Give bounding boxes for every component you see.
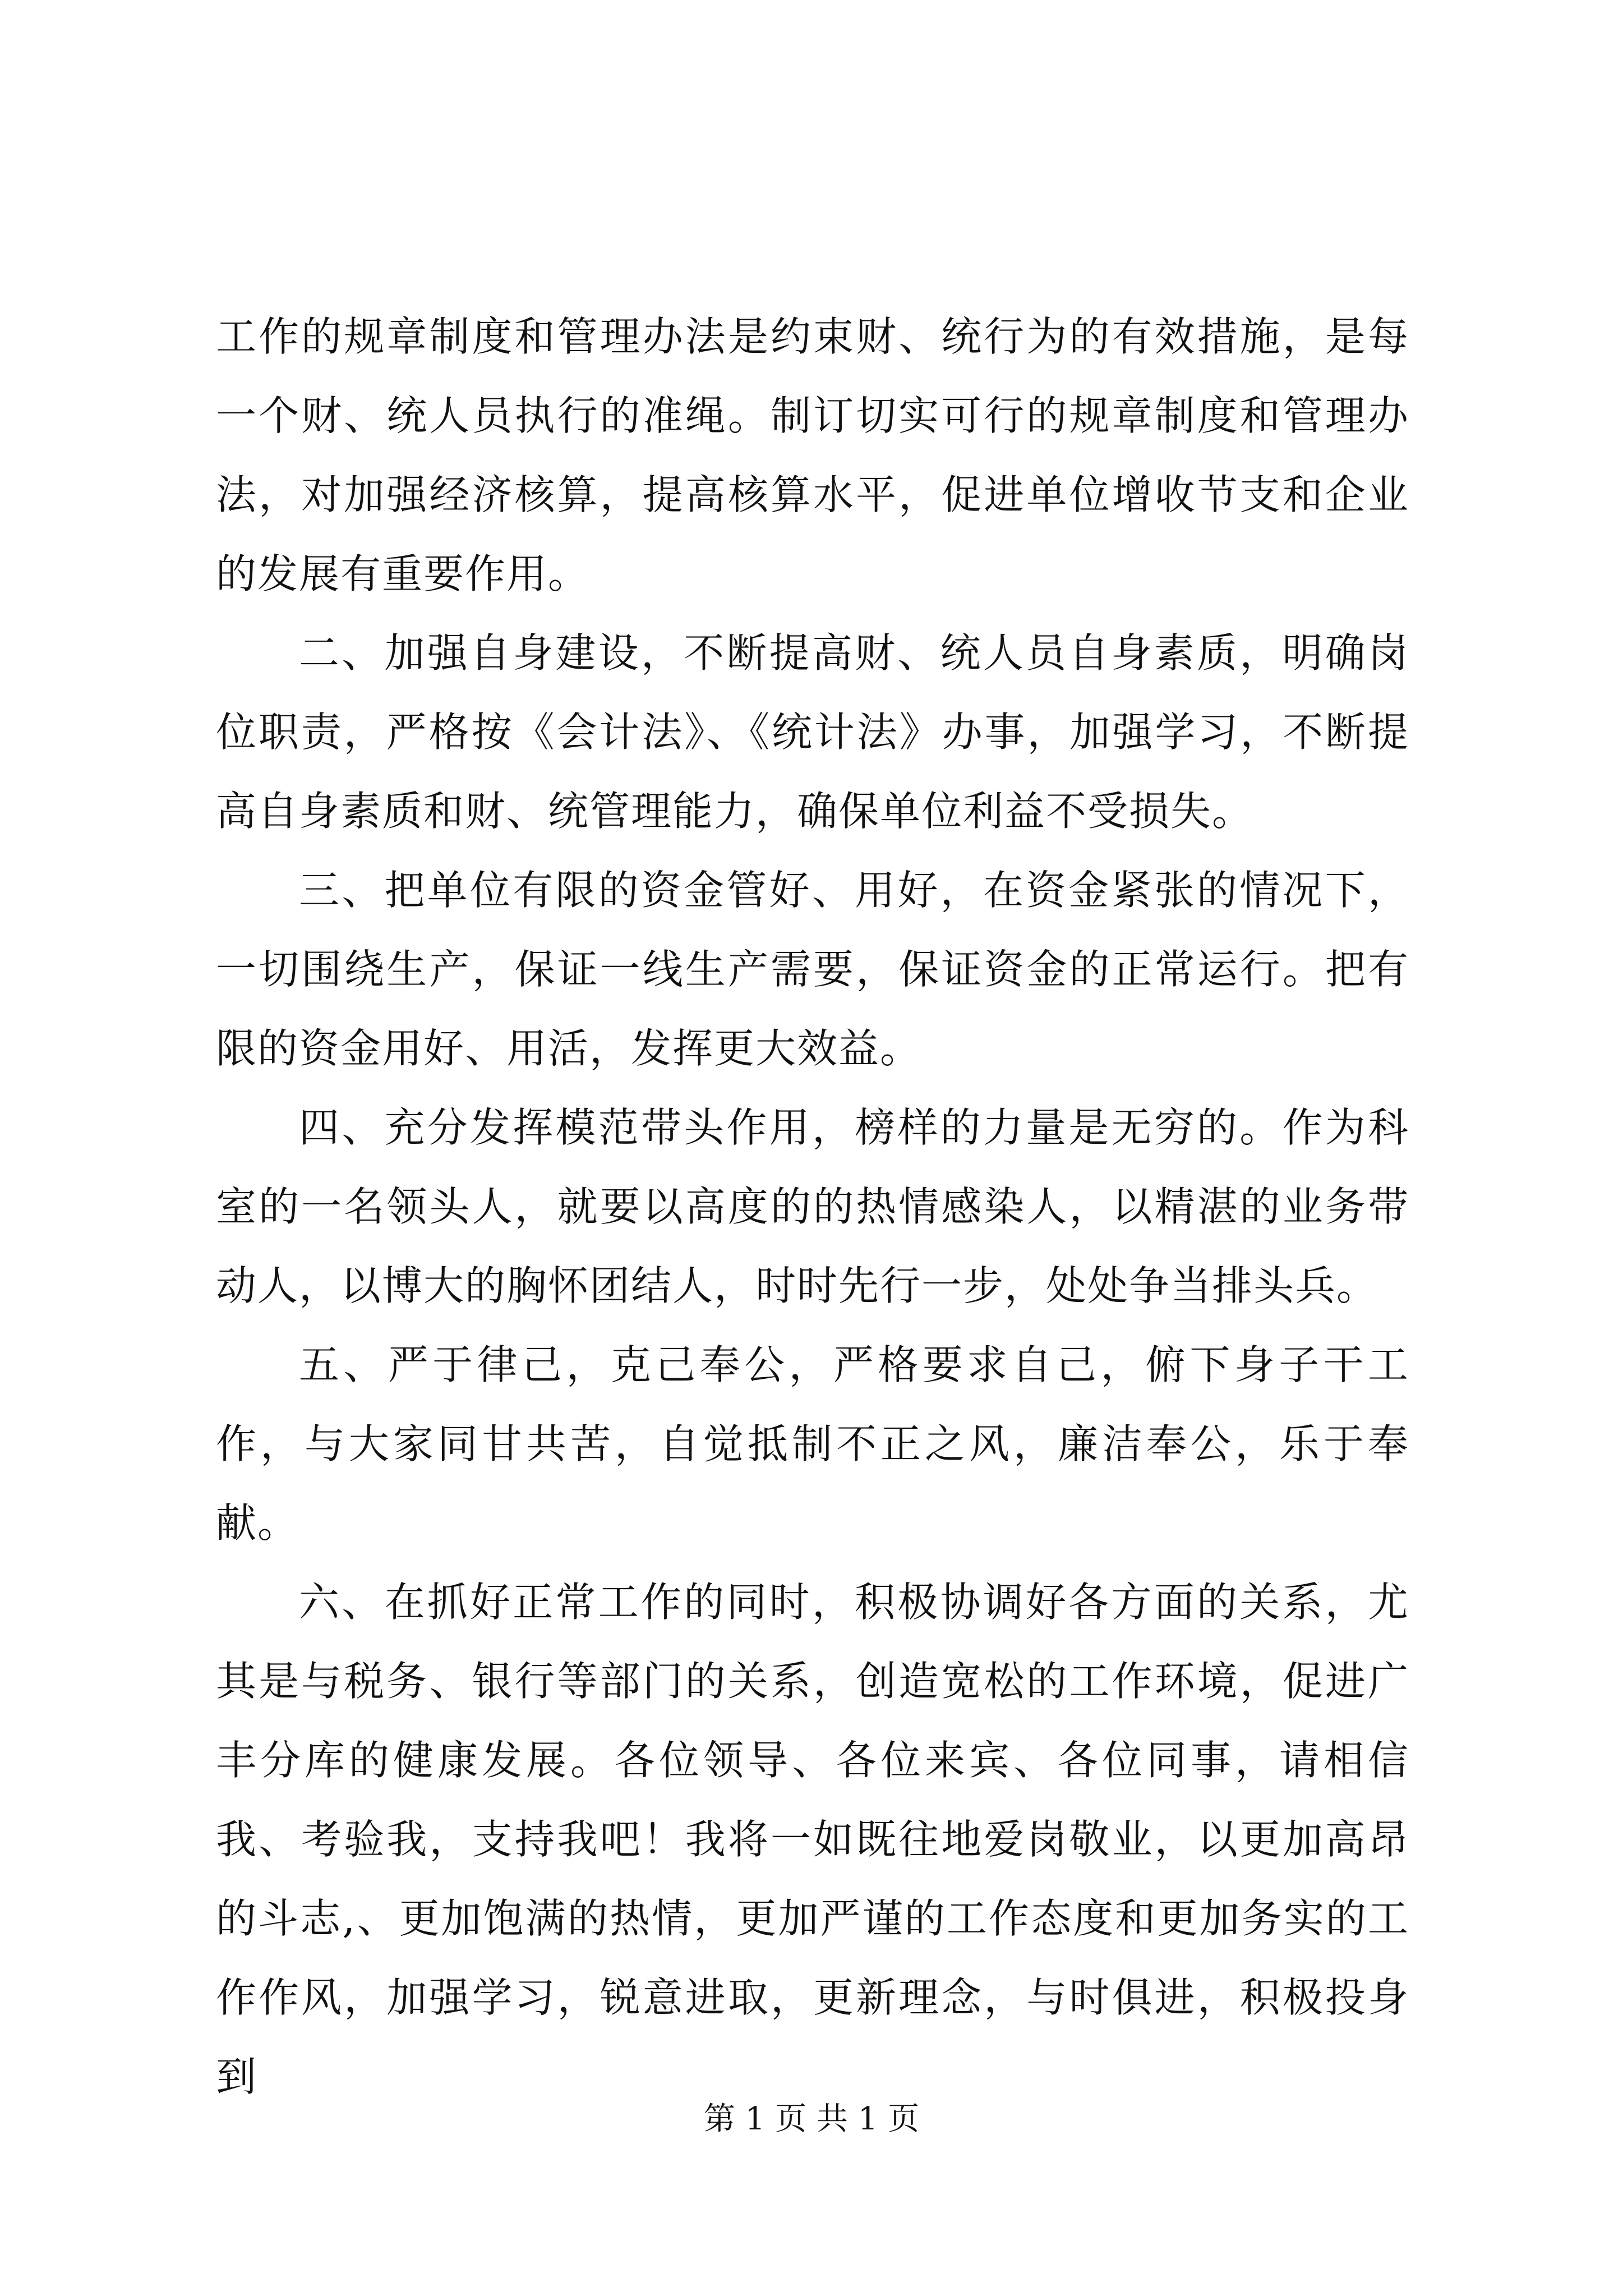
document-body [216, 297, 1409, 2116]
page-footer: 第 1 页 共 1 页 [703, 2101, 920, 2137]
paragraph-item-5: 五、严于律己，克己奉公，严格要求自己，俯下身子干工作，与大家同甘共苦，自觉抵制不正之风，廉洁奉公，乐于奉献。 [216, 1341, 1409, 1547]
paragraph-continuation: 工作的规章制度和管理办法是约束财、统行为的有效措施，是每一个财、统人员执行的准绳。制订切实可行的规章制度和管理办法，对加强经济核算，提高核算水平，促进单位增收节支和企业的发展有重要作用。 [216, 313, 1409, 597]
paragraph-item-2: 二、加强自身建设，不断提高财、统人员自身素质，明确岗位职责，严格按《会计法》、《统计法》办事，加强学习，不断提高自身素质和财、统管理能力，确保单位利益不受损失。 [216, 629, 1409, 835]
paragraph-item-6: 六、在抓好正常工作的同时，积极协调好各方面的关系，尤其是与税务、银行等部门的关系，创造宽松的工作环境，促进广丰分库的健康发展。各位领导、各位来宾、各位同事，请相信我、考验我，支持我吧！我将一如既往地爱岗敬业，以更加高昂的斗志,、更加饱满的热情，更加严谨的工作态度和更加务实的工作作风，加强学习，锐意进取，更新理念，与时俱进，积极投身到 [216, 1579, 1409, 2100]
paragraph-item-4: 四、充分发挥模范带头作用，榜样的力量是无穷的。作为科室的一名领头人，就要以高度的的热情感染人，以精湛的业务带动人，以博大的胸怀团结人，时时先行一步，处处争当排头兵。 [216, 1104, 1409, 1309]
paragraph-item-3: 三、把单位有限的资金管好、用好，在资金紧张的情况下，一切围绕生产，保证一线生产需要，保证资金的正常运行。把有限的资金用好、用活，发挥更大效益。 [216, 867, 1409, 1072]
